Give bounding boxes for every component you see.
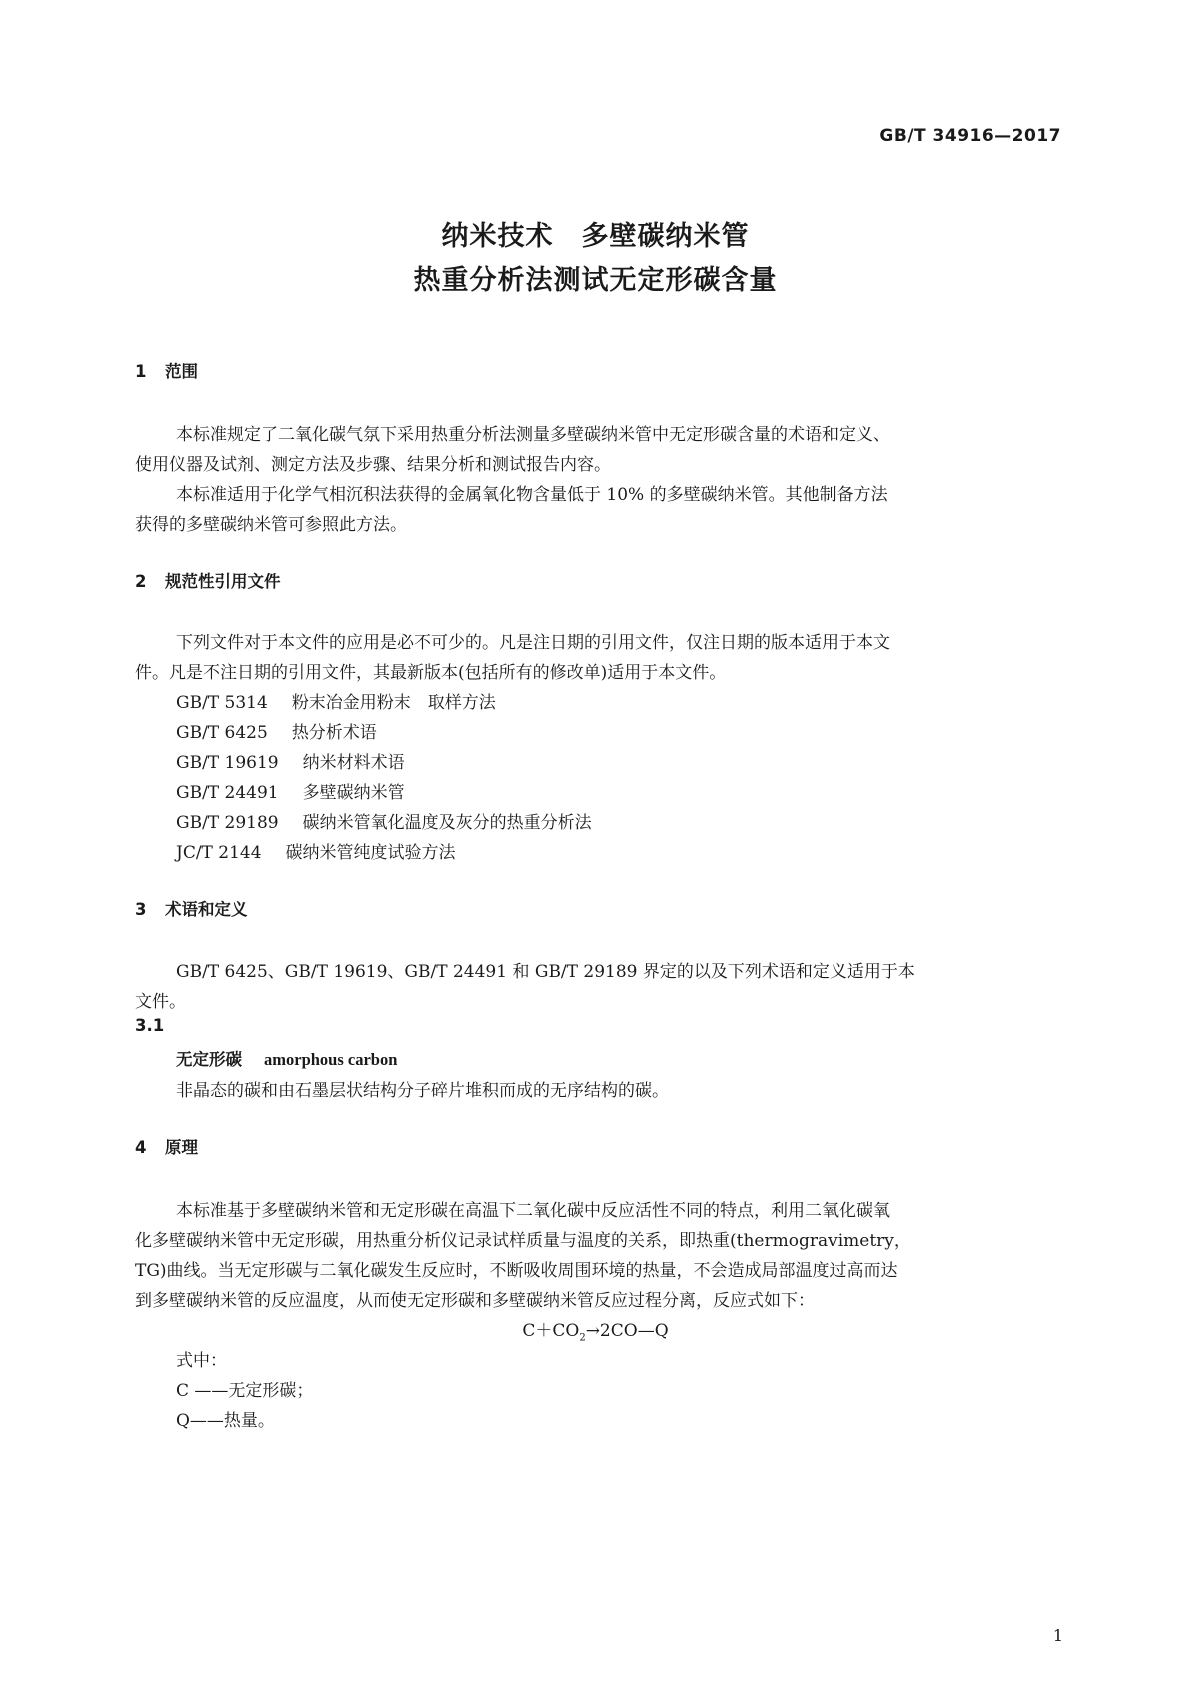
section-title: 原理 bbox=[165, 1138, 198, 1157]
section-number: 4 bbox=[135, 1138, 147, 1157]
formula-part: C＋CO bbox=[522, 1321, 580, 1341]
reference-code: GB/T 5314 bbox=[176, 693, 268, 713]
formula-where: 式中： bbox=[176, 1351, 227, 1371]
paragraph-line: 使用仪器及试剂、测定方法及步骤、结果分析和测试报告内容。 bbox=[135, 455, 611, 475]
standard-number: GB/T 34916—2017 bbox=[879, 126, 1061, 146]
reference-item bbox=[176, 808, 592, 833]
paragraph-line: 件。凡是不注日期的引用文件，其最新版本(包括所有的修改单)适用于本文件。 bbox=[135, 663, 727, 683]
paragraph-line: 化多壁碳纳米管中无定形碳，用热重分析仪记录试样质量与温度的关系，即热重(thermogravimetry， bbox=[135, 1231, 911, 1251]
reference-item bbox=[176, 838, 456, 863]
formula-subscript: 2 bbox=[579, 1332, 586, 1344]
paragraph-line: 本标准适用于化学气相沉积法获得的金属氧化物含量低于 10% 的多壁碳纳米管。其他制备方法 bbox=[176, 485, 888, 505]
section-4-heading bbox=[135, 1134, 198, 1158]
document-title-line2: 热重分析法测试无定形碳含量 bbox=[413, 265, 778, 296]
subsection-number: 3.1 bbox=[135, 1016, 165, 1035]
paragraph-line: 获得的多壁碳纳米管可参照此方法。 bbox=[135, 515, 407, 535]
paragraph-line: 本标准基于多壁碳纳米管和无定形碳在高温下二氧化碳中反应活性不同的特点，利用二氧化碳氧 bbox=[176, 1201, 890, 1221]
section-number: 2 bbox=[135, 572, 147, 591]
reference-code: GB/T 24491 bbox=[176, 783, 279, 803]
formula-part: →2CO—Q bbox=[585, 1321, 669, 1341]
reference-item bbox=[176, 778, 405, 803]
term-definition: 非晶态的碳和由石墨层状结构分子碎片堆积而成的无序结构的碳。 bbox=[176, 1081, 669, 1101]
section-title: 范围 bbox=[165, 362, 198, 381]
section-title: 术语和定义 bbox=[165, 900, 248, 919]
section-number: 3 bbox=[135, 900, 147, 919]
term-chinese: 无定形碳 bbox=[176, 1050, 242, 1069]
page-number: 1 bbox=[1052, 1626, 1063, 1645]
section-title: 规范性引用文件 bbox=[165, 572, 281, 591]
paragraph-line: GB/T 6425、GB/T 19619、GB/T 24491 和 GB/T 29189 界定的以及下列术语和定义适用于本 bbox=[176, 962, 915, 982]
reference-title: 纳米材料术语 bbox=[302, 753, 405, 773]
term-english: amorphous carbon bbox=[264, 1050, 398, 1069]
section-number: 1 bbox=[135, 362, 147, 381]
paragraph-line: TG)曲线。当无定形碳与二氧化碳发生反应时，不断吸收周围环境的热量，不会造成局部温度过高而达 bbox=[135, 1261, 898, 1281]
reference-title: 粉末冶金用粉末 取样方法 bbox=[291, 693, 496, 713]
reference-title: 多壁碳纳米管 bbox=[302, 783, 405, 803]
paragraph-line: 下列文件对于本文件的应用是必不可少的。凡是注日期的引用文件，仅注日期的版本适用于本文 bbox=[176, 633, 890, 653]
paragraph-line: 到多壁碳纳米管的反应温度，从而使无定形碳和多壁碳纳米管反应过程分离，反应式如下： bbox=[135, 1291, 815, 1311]
reference-item bbox=[176, 718, 377, 743]
paragraph-line: 本标准规定了二氧化碳气氛下采用热重分析法测量多壁碳纳米管中无定形碳含量的术语和定义、 bbox=[176, 425, 890, 445]
reference-title: 碳纳米管氧化温度及灰分的热重分析法 bbox=[302, 813, 592, 833]
section-3-heading bbox=[135, 896, 248, 920]
reference-title: 碳纳米管纯度试验方法 bbox=[285, 843, 456, 863]
reference-item bbox=[176, 748, 405, 773]
section-2-heading bbox=[135, 568, 281, 592]
formula-variable: C ——无定形碳； bbox=[176, 1381, 314, 1401]
reference-code: GB/T 19619 bbox=[176, 753, 279, 773]
reference-code: JC/T 2144 bbox=[176, 843, 262, 863]
paragraph-line: 文件。 bbox=[135, 992, 186, 1012]
term-entry bbox=[176, 1046, 397, 1070]
document-title-line1: 纳米技术 多壁碳纳米管 bbox=[441, 221, 750, 252]
formula-variable: Q——热量。 bbox=[176, 1411, 275, 1431]
reaction-formula bbox=[0, 1316, 1191, 1343]
reference-item bbox=[176, 688, 496, 713]
reference-code: GB/T 6425 bbox=[176, 723, 268, 743]
section-1-heading bbox=[135, 358, 198, 382]
reference-title: 热分析术语 bbox=[291, 723, 377, 743]
reference-code: GB/T 29189 bbox=[176, 813, 279, 833]
